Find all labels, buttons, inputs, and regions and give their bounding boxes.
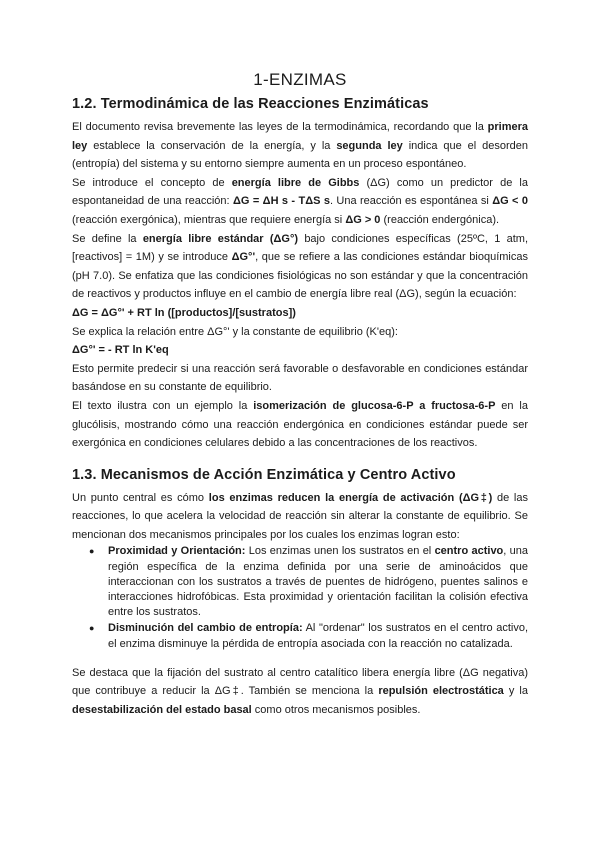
paragraph-predict: Esto permite predecir si una reacción será favorable o desfavorable en condiciones estándar basándose en su constante de equilibrio. [72,362,528,394]
document-title: 1-ENZIMAS [253,70,347,89]
bullet-icon: ● [89,546,95,557]
paragraph-substrate-binding: Se destaca que la fijación del sustrato al centro catalítico libera energía libre (ΔG negativa) que contribuye a reducir la ΔG‡. También se menciona la repulsión electrostática y la desestabilización del estado basal como otros mecanismos posibles. [72,666,528,717]
list-item: ● Disminución del cambio de entropía: Al "ordenar" los sustratos en el centro activo, el enzima disminuye la pérdida de entropía asociada con la reacción no catalizada. [89,622,528,650]
document-page [72,70,528,720]
list-item: ● Proximidad y Orientación: Los enzimas unen los sustratos en el centro activo, una región específica de la enzima definida por una serie de aminoácidos que interaccionan con los sustratos a través de puentes de hidrógeno, puentes salinos e interacciones hidrofóbicas. Esta proximidad y orientación facilitan la colisión efectiva entre los sustratos. [89,545,528,619]
formula-keq: ΔG°' = - RT ln K'eq [72,344,169,357]
paragraph-keq-relation: Se explica la relación entre ΔG°' y la constante de equilibrio (K'eq): [72,325,398,338]
section-heading-thermodynamics: 1.2. Termodinámica de las Reacciones Enzimáticas [72,96,429,112]
paragraph-activation-energy: Un punto central es cómo los enzimas reducen la energía de activación (ΔG‡) de las reacciones, lo que acelera la velocidad de reacción sin alterar la constante de equilibrio. Se mencionan dos mecanismos principales por los cuales los enzimas logran esto: [72,491,528,541]
formula-delta-g: ΔG = ΔG°' + RT ln ([productos]/[sustratos]) [72,306,296,319]
mechanism-list [72,544,528,651]
paragraph-isomerization: El texto ilustra con un ejemplo la isomerización de glucosa-6-P a fructosa-6-P en la glucólisis, mostrando cómo una reacción endergónica en condiciones estándar puede ser exergónica en condiciones celulares debido a las concentraciones de los reactivos. [72,399,528,450]
bullet-icon: ● [89,623,95,634]
section-heading-mechanisms: 1.3. Mecanismos de Acción Enzimática y Centro Activo [72,466,456,483]
paragraph-standard-energy: Se define la energía libre estándar (ΔG°) bajo condiciones específicas (25ºC, 1 atm, [reactivos] = 1M) y se introduce ΔG°', que se refiere a las condiciones estándar bioquímicas (pH 7.0). Se enfatiza que las condiciones fisiológicas no son estándar y que la concentración de reactivos y productos influye en el cambio de energía libre real (ΔG), según la ecuación: [72,232,529,301]
paragraph-gibbs: Se introduce el concepto de energía libre de Gibbs (ΔG) como un predictor de la espontaneidad de una reacción: ΔG = ΔH s - TΔS s. Una reacción es espontánea si ΔG < 0 (reacción exergónica), mientras que requiere energía si ΔG > 0 (reacción endergónica). [72,176,528,226]
paragraph-laws: El documento revisa brevemente las leyes de la termodinámica, recordando que la primera ley establece la conservación de la energía, y la segunda ley indica que el desorden (entropía) del sistema y su entorno siempre aumenta en un proceso espontáneo. [72,121,528,171]
